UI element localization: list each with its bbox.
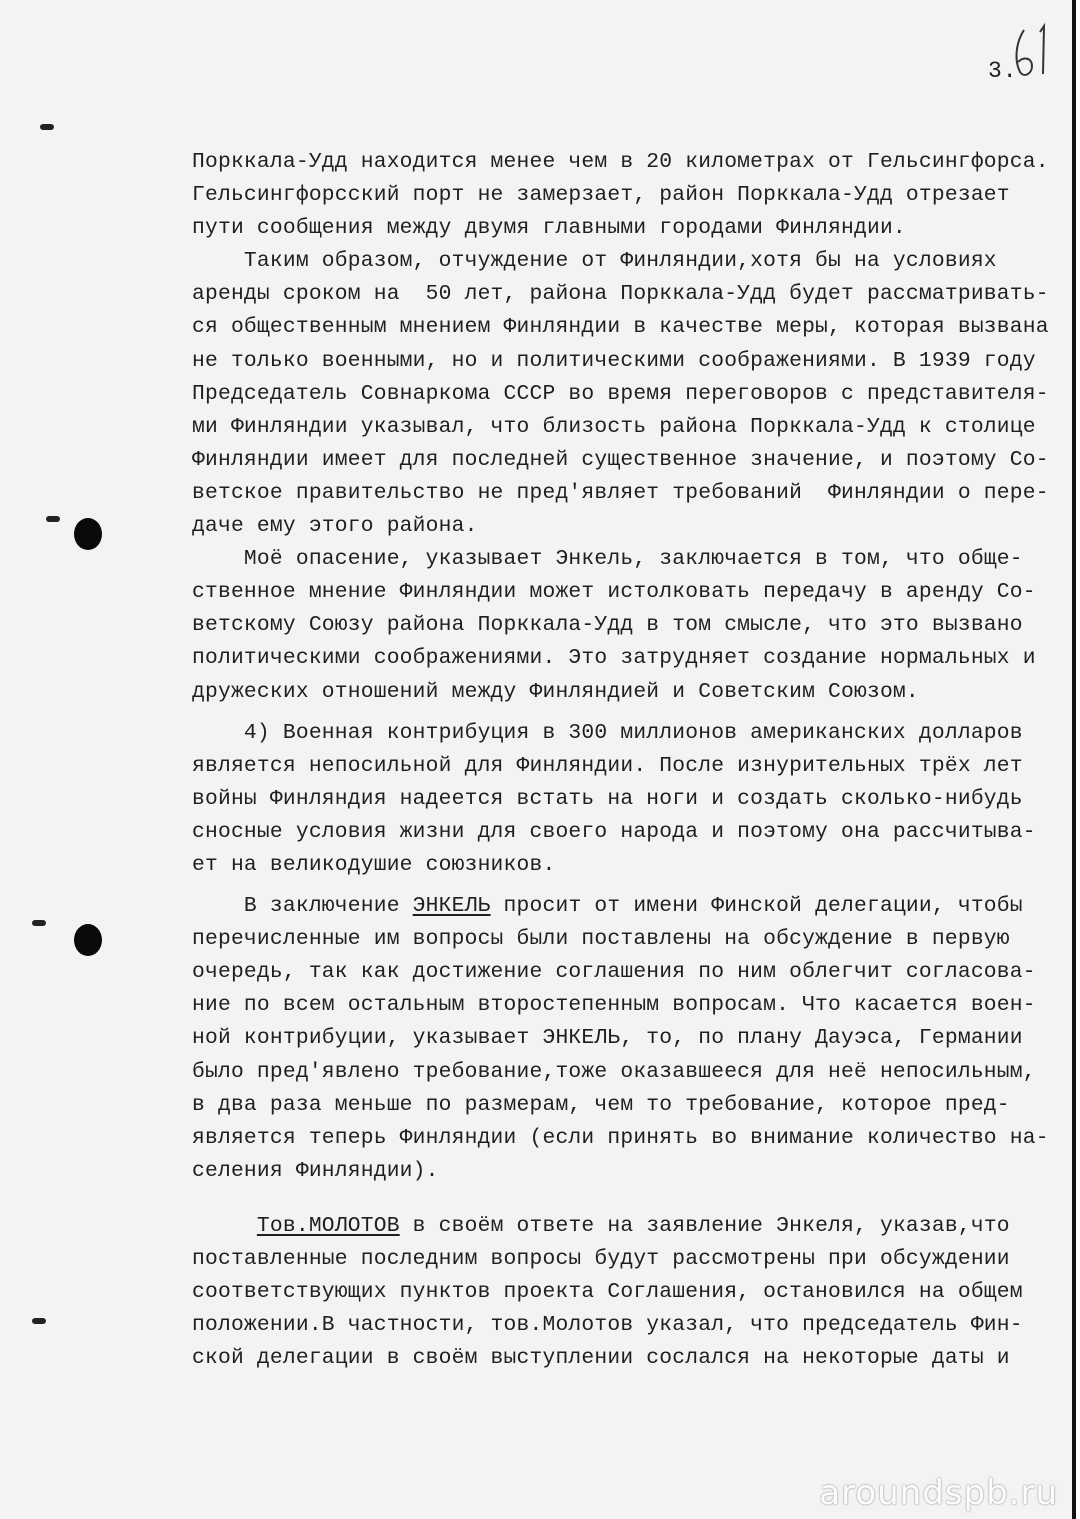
line-prefix <box>192 1214 257 1238</box>
paragraph-gap <box>192 1188 1068 1210</box>
text-line: 4) Военная контрибуция в 300 миллионов американских долларов <box>192 720 1023 745</box>
text-line: было пред'явлено требование,тоже оказавшееся для неё непосильным, <box>192 1059 1036 1084</box>
line-suffix: просит от имени Финской делегации, чтобы <box>490 894 1023 919</box>
punch-hole-1 <box>74 518 102 550</box>
text-line: Финляндии имеет для последней существенное значение, и поэтому Со- <box>192 447 1049 472</box>
text-line: дружеских отношений между Финляндией и Советским Союзом. <box>192 679 919 704</box>
paragraph-conclusion <box>192 890 1068 1188</box>
text-line: поставленные последним вопросы будут рассмотрены при обсуждении <box>192 1247 1010 1271</box>
line-prefix: В заключение <box>192 894 413 919</box>
paragraph-gap <box>192 709 1068 717</box>
paragraph-gap <box>192 882 1068 890</box>
text-line: является теперь Финляндии (если принять во внимание количество на- <box>192 1125 1049 1150</box>
paragraph-contribution <box>192 717 1068 882</box>
text-line: Моё опасение, указывает Энкель, заключается в том, что обще- <box>192 547 1023 572</box>
text-line: Порккала-Удд находится менее чем в 20 километрах от Гельсингфорса. <box>192 150 1049 174</box>
text-line: даче ему этого района. <box>192 514 478 539</box>
text-line: Председатель Совнаркома СССР во время переговоров с представителя- <box>192 381 1049 406</box>
punch-mark-top <box>40 124 54 130</box>
line-suffix: в своём ответе на заявление Энкеля, указав,что <box>399 1213 1010 1238</box>
punch-mark-bottom <box>32 1318 46 1324</box>
text-line: в два раза меньше по размерам, чем то требование, которое пред- <box>192 1092 1010 1117</box>
text-line: Гельсингфорсский порт не замерзает, район Порккала-Удд отрезает <box>192 183 1010 208</box>
text-line: Таким образом, отчуждение от Финляндии,хотя бы на условиях <box>192 249 997 274</box>
text-line: войны Финляндия надеется встать на ноги и создать сколько-нибудь <box>192 786 1023 811</box>
text-line: ной контрибуции, указывает ЭНКЕЛЬ, то, по плану Дауэса, Германии <box>192 1026 1023 1051</box>
paragraph-molotov-reply <box>192 1210 1068 1375</box>
text-line: ветское правительство не пред'являет требований Финляндии о пере- <box>192 480 1049 505</box>
text-line: селения Финляндии). <box>192 1158 439 1183</box>
document-body <box>192 146 1068 1375</box>
text-line: является непосильной для Финляндии. После изнурительных трёх лет <box>192 753 1023 778</box>
text-line: ние по всем остальным второстепенным вопросам. Что касается воен- <box>192 993 1036 1018</box>
underlined-name-molotov: Тов.МОЛОТОВ <box>256 1213 400 1238</box>
text-line: аренды сроком на 50 лет, района Порккала-Удд будет рассматривать- <box>192 282 1049 307</box>
text-line: соответствующих пунктов проекта Соглашения, остановился на общем <box>192 1280 1023 1305</box>
text-line: не только военными, но и политическими соображениями. В 1939 году <box>192 348 1036 373</box>
handwritten-page-mark <box>1010 22 1060 82</box>
paragraph-porkkala-distance <box>192 146 1068 245</box>
text-line: ет на великодушие союзников. <box>192 852 556 877</box>
text-line: ся общественным мнением Финляндии в качестве меры, которая вызвана <box>192 315 1049 340</box>
underlined-name-enkel: ЭНКЕЛЬ <box>412 894 491 919</box>
text-line-with-underline <box>192 890 1068 923</box>
punch-mark-3 <box>32 920 46 926</box>
text-line: политическими соображениями. Это затрудняет создание нормальных и <box>192 646 1036 671</box>
text-line: пути сообщения между двумя главными городами Финляндии. <box>192 216 906 241</box>
paragraph-enkel-concern <box>192 543 1068 708</box>
paragraph-lease-opinion <box>192 245 1068 543</box>
watermark: aroundspb.ru <box>819 1473 1058 1513</box>
text-line: очередь, так как достижение соглашения по ним облегчит согласова- <box>192 960 1036 985</box>
text-line: ми Финляндии указывал, что близость района Порккала-Удд к столице <box>192 414 1036 439</box>
text-line: сносные условия жизни для своего народа и поэтому она рассчитыва- <box>192 819 1036 844</box>
text-line-with-underline <box>192 1210 1068 1243</box>
text-line: перечисленные им вопросы были поставлены на обсуждение в первую <box>192 927 1010 952</box>
punch-mark-2 <box>46 516 60 522</box>
text-line: ской делегации в своём выступлении сослался на некоторые даты и <box>192 1346 1010 1371</box>
text-line: ственное мнение Финляндии может истолковать передачу в аренду Со- <box>192 580 1036 605</box>
text-line: положении.В частности, тов.Молотов указал, что председатель Фин- <box>192 1313 1023 1338</box>
page-number: 3. <box>988 58 1018 84</box>
punch-hole-2 <box>74 924 102 956</box>
text-line: ветскому Союзу района Порккала-Удд в том смысле, что это вызвано <box>192 613 1023 638</box>
